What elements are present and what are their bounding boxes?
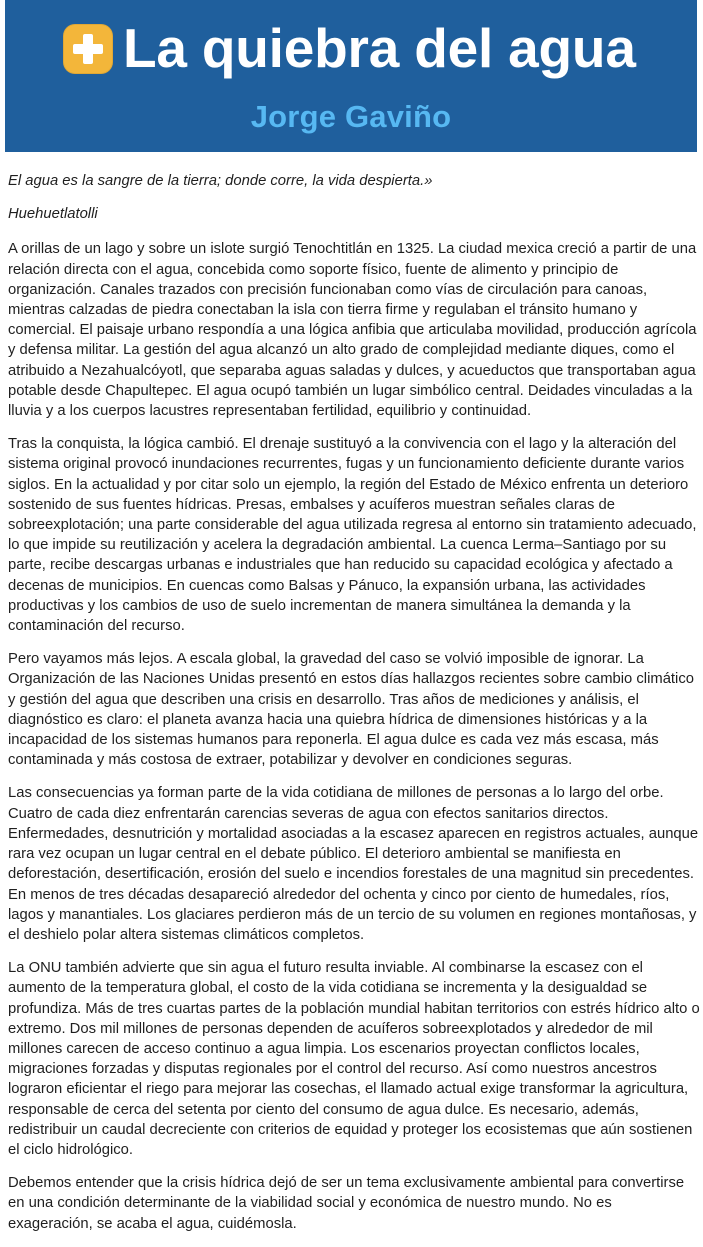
- article-content: [8, 171, 700, 1247]
- article-banner: [5, 0, 697, 152]
- epigraph-quote: El agua es la sangre de la tierra; donde corre, la vida despierta.»: [8, 173, 433, 189]
- article-paragraph-4: Las consecuencias ya forman parte de la vida cotidiana de millones de personas a lo largo del orbe. Cuatro de cada diez enfrentarán carencias severas de agua con efectos sanitarios directos. Enfermedades, desnutrición y mortalidad asociadas a la escasez aparecen en registros actuales, aunque rara vez ocupan un lugar central en el debate público. El deterioro ambiental se manifiesta en deforestación, desertificación, erosión del suelo e incendios forestales de una magnitud sin precedentes. En menos de tres décadas desapareció alrededor del ochenta y cinco por ciento de humedales, ríos, lagos y manantiales. Los glaciares perdieron más de un tercio de su volumen en regiones montañosas, y el deshielo polar altera sistemas climáticos completos.: [8, 785, 699, 943]
- article-author: Jorge Gaviño: [250, 99, 452, 134]
- article-paragraph-6: Debemos entender que la crisis hídrica dejó de ser un tema exclusivamente ambiental para convertirse en una condición determinante de la viabilidad social y económica de nuestro mundo. No es exageración, se acaba el agua, cuidémosla.: [8, 1175, 685, 1232]
- article-paragraph-5: La ONU también advierte que sin agua el futuro resulta inviable. Al combinarse la escasez con el aumento de la temperatura global, el costo de la vida cotidiana se incrementa y la desigualdad se profundiza. Más de tres cuartas partes de la población mundial habitan territorios con estrés hídrico alto o extremo. Dos mil millones de personas dependen de acuíferos sobreexplotados y alrededor de mil millones carecen de acceso continuo a agua limpia. Los escenarios proyectan conflictos locales, migraciones forzadas y disputas regionales por el control del recurso. Así como nuestros ancestros lograron eficientar el riego para mejorar las cosechas, el llamado actual exige transformar la agricultura, responsable de cerca del setenta por ciento del consumo de agua dulce. Es necesario, además, redistribuir un caudal decreciente con criterios de equidad y proteger los ecosistemas que aún sostienen el ciclo hidrológico.: [8, 960, 700, 1158]
- article-paragraph-2: Tras la conquista, la lógica cambió. El drenaje sustituyó a la convivencia con el lago y la alteración del sistema original provocó inundaciones recurrentes, fugas y un funcionamiento deficiente durante varios siglos. En la actualidad y por citar solo un ejemplo, la región del Estado de México enfrenta un deterioro sostenido de sus fuentes hídricas. Presas, embalses y acuíferos muestran señales claras de sobreexplotación; una parte considerable del agua utilizada regresa al entorno sin tratamiento adecuado, lo que impide su reutilización y acelera la degradación ambiental. La cuenca Lerma–Santiago por su parte, recibe descargas urbanas e industriales que han reducido su capacidad ecológica y afectado a decenas de municipios. En cuencas como Balsas y Pánuco, la expansión urbana, las actividades productivas y los cambios de uso de suelo incrementan de manera simultánea la demanda y la contaminación del recurso.: [8, 436, 697, 635]
- plus-icon: [63, 24, 113, 74]
- banner-title-row: [63, 17, 636, 79]
- article-paragraph-3: Pero vayamos más lejos. A escala global, la gravedad del caso se volvió imposible de ignorar. La Organización de las Naciones Unidas presentó en estos días hallazgos recientes sobre cambio climático y gestión del agua que describen una crisis en desarrollo. Tras años de mediciones y análisis, el diagnóstico es claro: el planeta avanza hacia una quiebra hídrica de dimensiones históricas y a la incapacidad de los sistemas humanos para reponerla. El agua dulce es cada vez más escasa, más contaminada y más costosa de extraer, potabilizar y devolver en condiciones seguras.: [8, 651, 694, 769]
- epigraph-source: Huehuetlatolli: [8, 206, 98, 223]
- article-title: La quiebra del agua: [123, 17, 636, 79]
- article-paragraph-1: A orillas de un lago y sobre un islote surgió Tenochtitlán en 1325. La ciudad mexica creció a partir de una relación directa con el agua, concebida como soporte físico, fuente de alimento y principio de organización. Canales trazados con precisión funcionaban como vías de circulación para canoas, mientras calzadas de piedra conectaban la isla con tierra firme y regulaban el tránsito humano y comercial. El paisaje urbano respondía a una lógica anfibia que articulaba movilidad, producción agrícola y defensa militar. La gestión del agua alcanzó un alto grado de complejidad mediante diques, como el atribuido a Nezahualcóyotl, que separaba aguas saladas y dulces, y acueductos que transportaban agua potable desde Chapultepec. El agua ocupó también un lugar simbólico central. Deidades vinculadas a la lluvia y a los cuerpos lacustres representaban fertilidad, equilibrio y continuidad.: [8, 241, 697, 420]
